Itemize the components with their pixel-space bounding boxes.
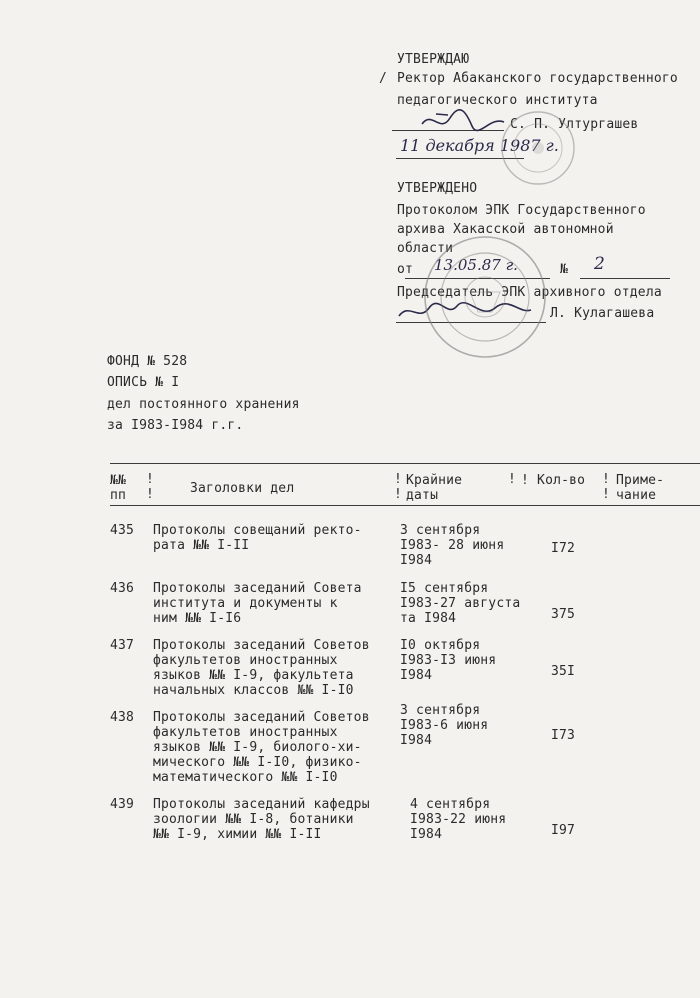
col-number-header: №№ пп: [110, 473, 127, 503]
col-separator: !: [394, 472, 402, 487]
confirmed-line1: Протоколом ЭПК Государственного: [397, 203, 646, 218]
row-436-dates: I5 сентября I983-27 августа та I984: [400, 581, 521, 626]
files-kind: дел постоянного хранения: [107, 397, 300, 412]
rector-signature-image: [418, 106, 508, 136]
row-437-title: Протоколы заседаний Советов факультетов иностранных языков №№ I-9, факультета начальных классов №№ I-I0: [153, 638, 370, 698]
row-438-number: 438: [110, 710, 135, 725]
row-439-title: Протоколы заседаний кафедры зоологии №№ I-8, ботаники №№ I-9, химии №№ I-II: [153, 797, 370, 842]
archive-round-stamp-image: [420, 232, 550, 362]
col-separator: !: [508, 472, 516, 487]
row-435-title: Протоколы совещаний ректо- рата №№ I-II: [153, 523, 362, 553]
table-top-rule: [110, 463, 700, 464]
row-437-dates: I0 октября I983-I3 июня I984: [400, 638, 497, 683]
round-stamp-upper-image: [498, 108, 578, 188]
col-dates-header: Крайние даты: [406, 473, 463, 503]
col-count-header: ! Кол-во: [521, 473, 586, 488]
approval-signer: С. П. Ултургашев: [510, 117, 639, 132]
row-437-count: 35I: [551, 664, 576, 679]
approval-heading: УТВЕРЖДАЮ: [397, 52, 470, 67]
row-438-dates: 3 сентября I983-6 июня I984: [400, 703, 489, 748]
row-438-title: Протоколы заседаний Советов факультетов иностранных языков №№ I-9, биолого-хи- мического №№ I-I0, физико- математического №№ I-I0: [153, 710, 370, 785]
row-439-dates: 4 сентября I983-22 июня I984: [410, 797, 507, 842]
col-title-header: Заголовки дел: [190, 481, 295, 496]
protocol-number-sign: №: [560, 262, 569, 277]
protocol-number-line: [580, 278, 670, 279]
row-438-count: I73: [551, 728, 576, 743]
row-437-number: 437: [110, 638, 135, 653]
protocol-date-prefix: от: [397, 262, 414, 277]
chair-name: Л. Кулагашева: [550, 306, 655, 321]
row-436-title: Протоколы заседаний Совета института и документы к ним №№ I-I6: [153, 581, 362, 626]
approval-line2: педагогического института: [397, 93, 598, 108]
protocol-date: 13.05.87 г.: [434, 256, 518, 274]
files-period: за I983-I984 г.г.: [107, 418, 244, 433]
col-separator: !: [602, 487, 610, 502]
row-439-number: 439: [110, 797, 135, 812]
row-435-count: I72: [551, 541, 576, 556]
fond-number: ФОНД № 528: [107, 354, 188, 369]
confirmed-heading: УТВЕРЖДЕНО: [397, 181, 478, 196]
approval-line1: Ректор Абаканского государственного: [397, 71, 678, 86]
col-separator: !: [602, 472, 610, 487]
row-436-number: 436: [110, 581, 135, 596]
table-header-rule: [110, 505, 700, 506]
col-separator: !: [146, 472, 154, 487]
protocol-number: 2: [594, 254, 605, 274]
approval-date: 11 декабря 1987 г.: [400, 136, 559, 155]
row-439-count: I97: [551, 823, 576, 838]
opis-number: ОПИСЬ № I: [107, 375, 180, 390]
chair-line: Председатель ЭПК архивного отдела: [397, 285, 662, 300]
row-435-dates: 3 сентября I983- 28 июня I984: [400, 523, 505, 568]
col-separator: !: [394, 487, 402, 502]
row-436-count: 375: [551, 607, 576, 622]
col-separator: !: [146, 487, 154, 502]
row-435-number: 435: [110, 523, 135, 538]
confirmed-line2: архива Хакасской автономной: [397, 222, 614, 237]
col-note-header: Приме- чание: [616, 473, 665, 503]
confirmed-line3: области: [397, 241, 454, 256]
approval-tick: /: [379, 71, 388, 86]
